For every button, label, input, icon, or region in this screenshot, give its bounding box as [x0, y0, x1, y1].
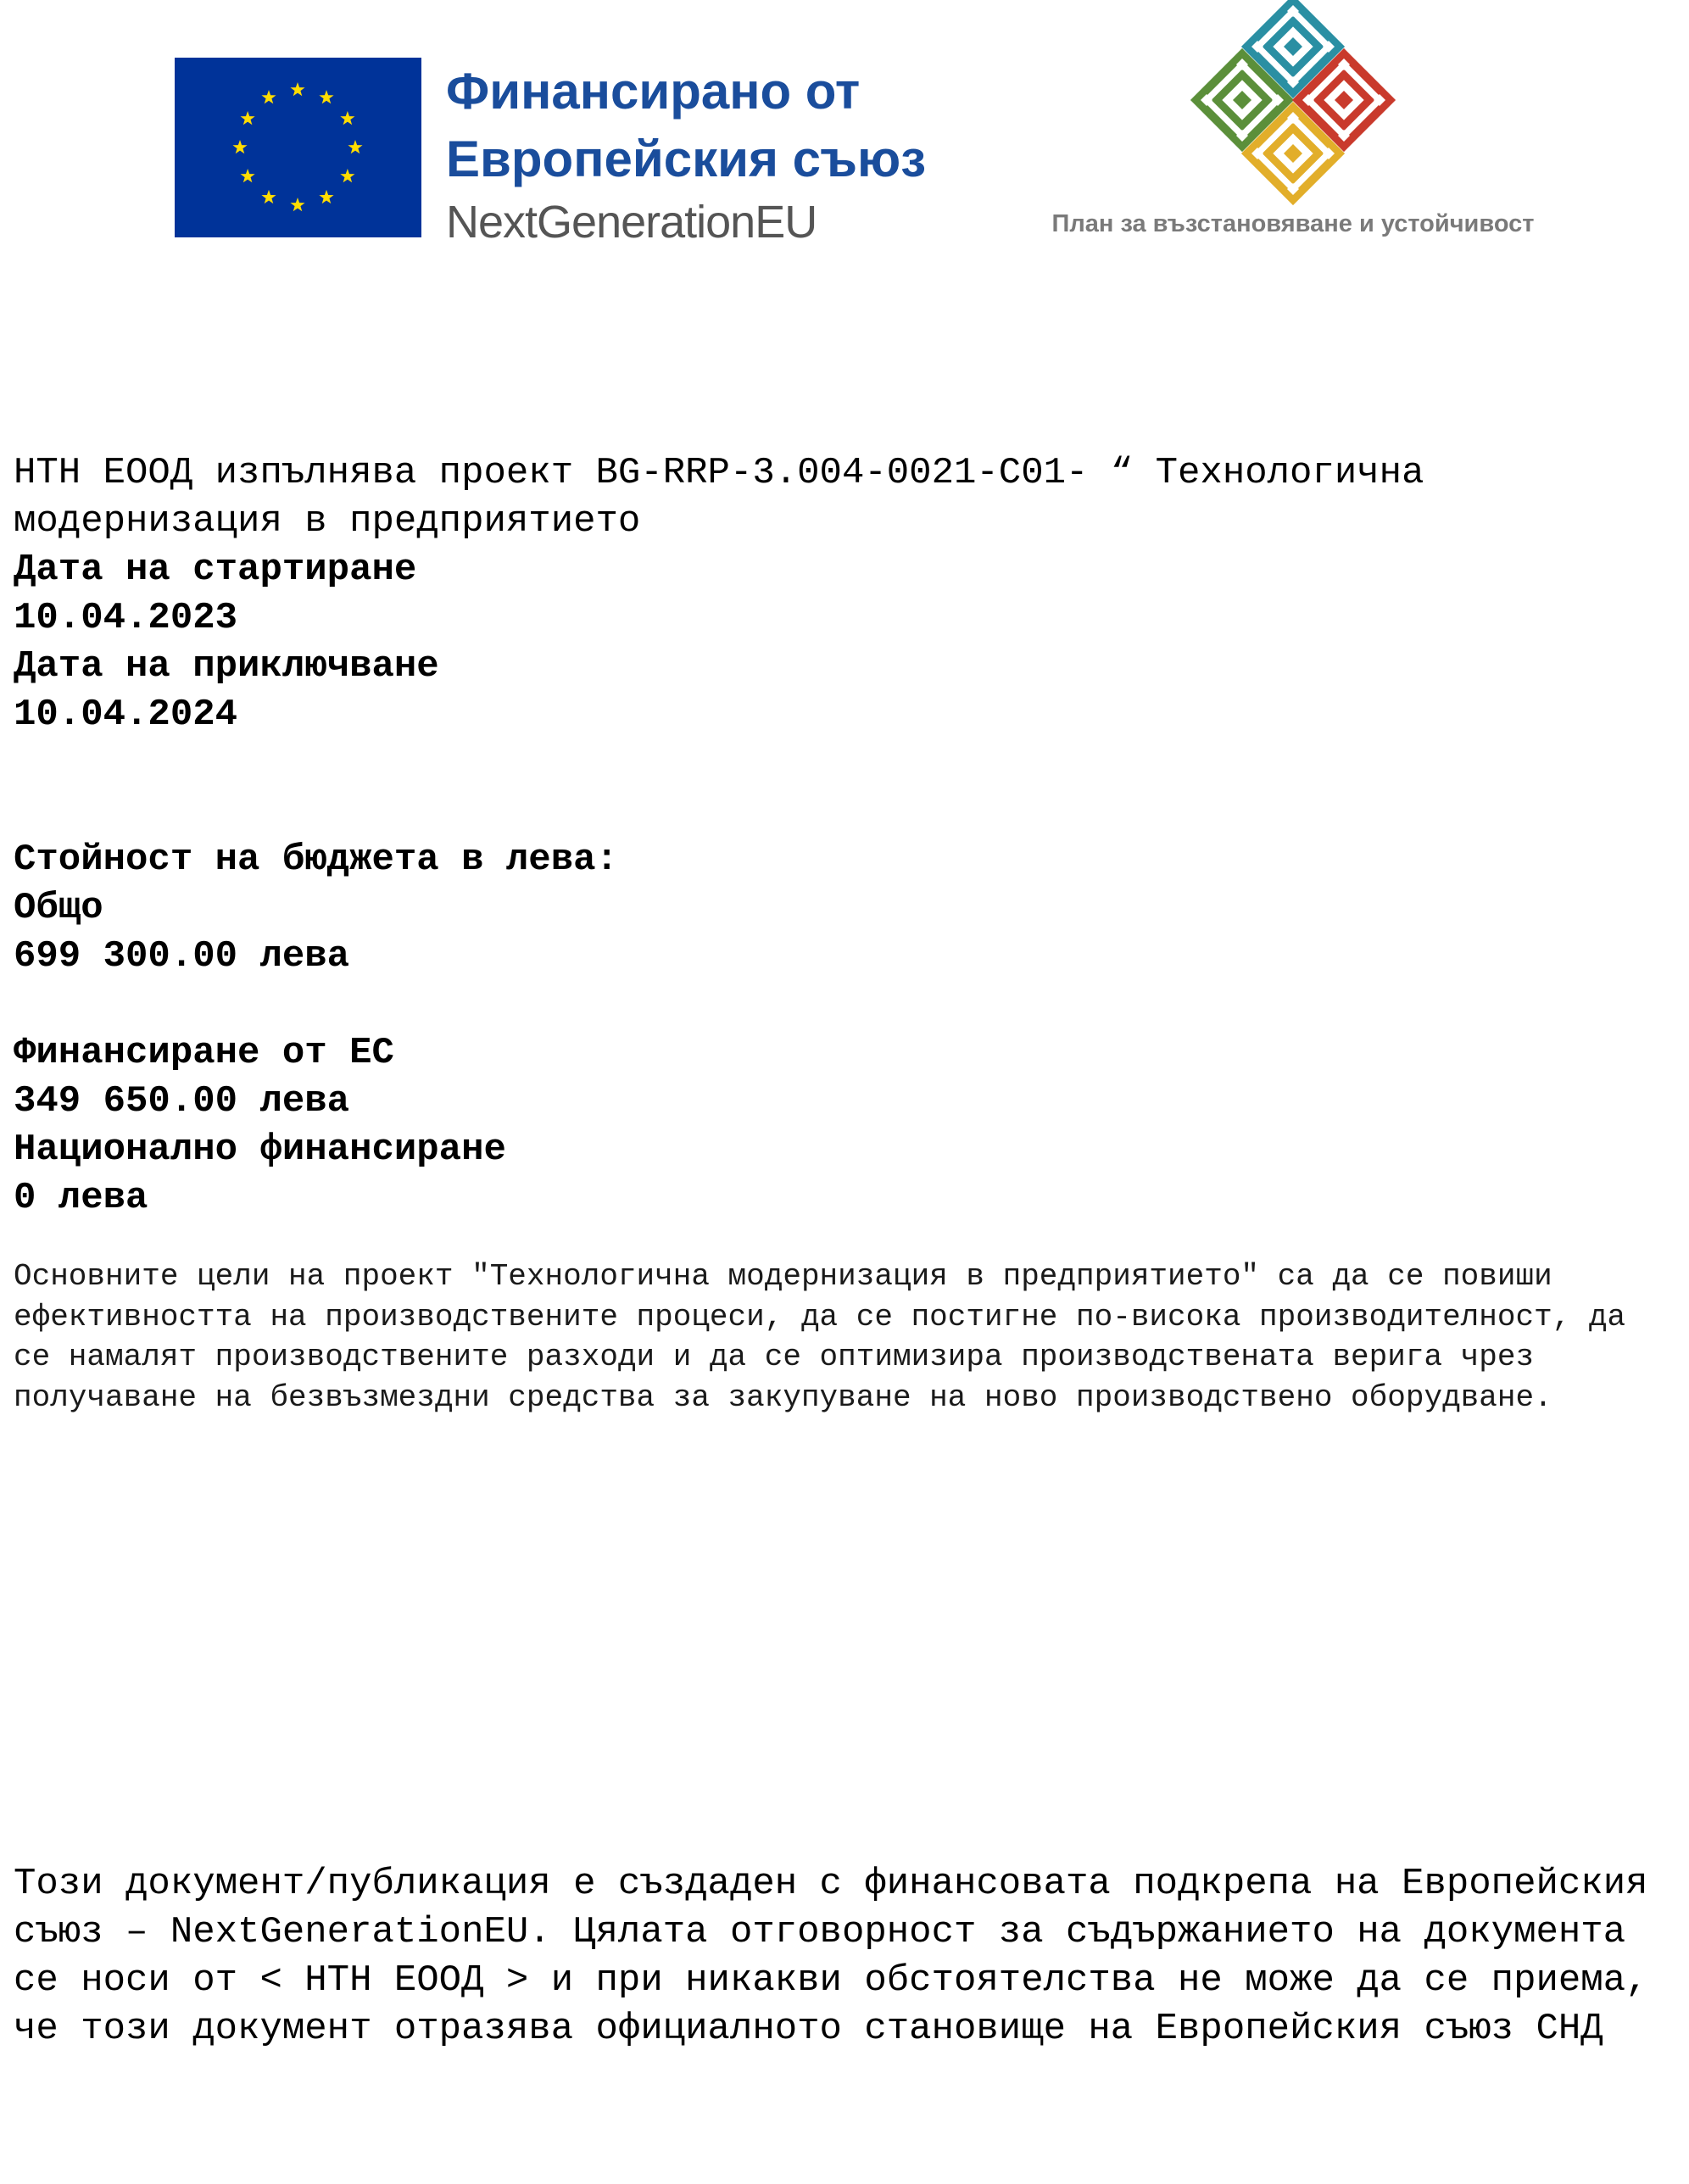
- end-date-label: Дата на приключване: [14, 645, 439, 688]
- eu-logo-line-2: Европейския съюз: [446, 131, 927, 187]
- project-goals: Основните цели на проект "Технологична модернизация в предприятието" са да се повиши ефективността на производствените процеси, да се постигне по-висока производителност, да се намалят производствените разходи и да се оптимизира производствената верига чрез получаване на безвъзмездни средства за закупуване на ново производствено оборудване.: [14, 1259, 1626, 1415]
- national-funding-value: 0 лева: [14, 1177, 148, 1219]
- start-date-label: Дата на стартиране: [14, 549, 417, 591]
- eu-logo-line-1: Финансирано от: [446, 63, 861, 120]
- recovery-plan-caption: План за възстановяване и устойчивост: [1051, 210, 1535, 237]
- eu-flag-icon: [175, 58, 421, 237]
- eu-logo-line-3: NextGenerationEU: [446, 197, 817, 248]
- budget-title: Стойност на бюджета в лева:: [14, 838, 618, 881]
- start-date-value: 10.04.2023: [14, 597, 238, 639]
- national-funding-label: Национално финансиране: [14, 1128, 506, 1171]
- eu-funding-value: 349 650.00 лева: [14, 1080, 350, 1123]
- eu-logo-text: [446, 58, 955, 249]
- end-date-value: 10.04.2024: [14, 694, 238, 736]
- total-value: 699 300.00 лева: [14, 935, 350, 978]
- project-info: [14, 449, 1675, 1418]
- project-intro: НТН ЕООД изпълнява проект BG-RRP-3.004-0021-C01- “ Технологична модернизация в предприятието: [14, 452, 1424, 543]
- total-label: Общо: [14, 887, 103, 929]
- recovery-plan-ornament-icon: [1174, 0, 1403, 212]
- eu-funding-logo: [175, 58, 938, 248]
- recovery-plan-logo: [1013, 0, 1573, 254]
- eu-funding-label: Финансиране от ЕС: [14, 1032, 394, 1074]
- funding-disclaimer: Този документ/публикация е създаден с финансовата подкрепа на Европейския съюз – NextGenerationEU. Цялата отговорност за съдържанието на документа се носи от < НТН ЕООД > и при никакви обстоятелства не може да се приема, че този документ отразява официалното становище на Европейския съюз СНД: [14, 1863, 1648, 2050]
